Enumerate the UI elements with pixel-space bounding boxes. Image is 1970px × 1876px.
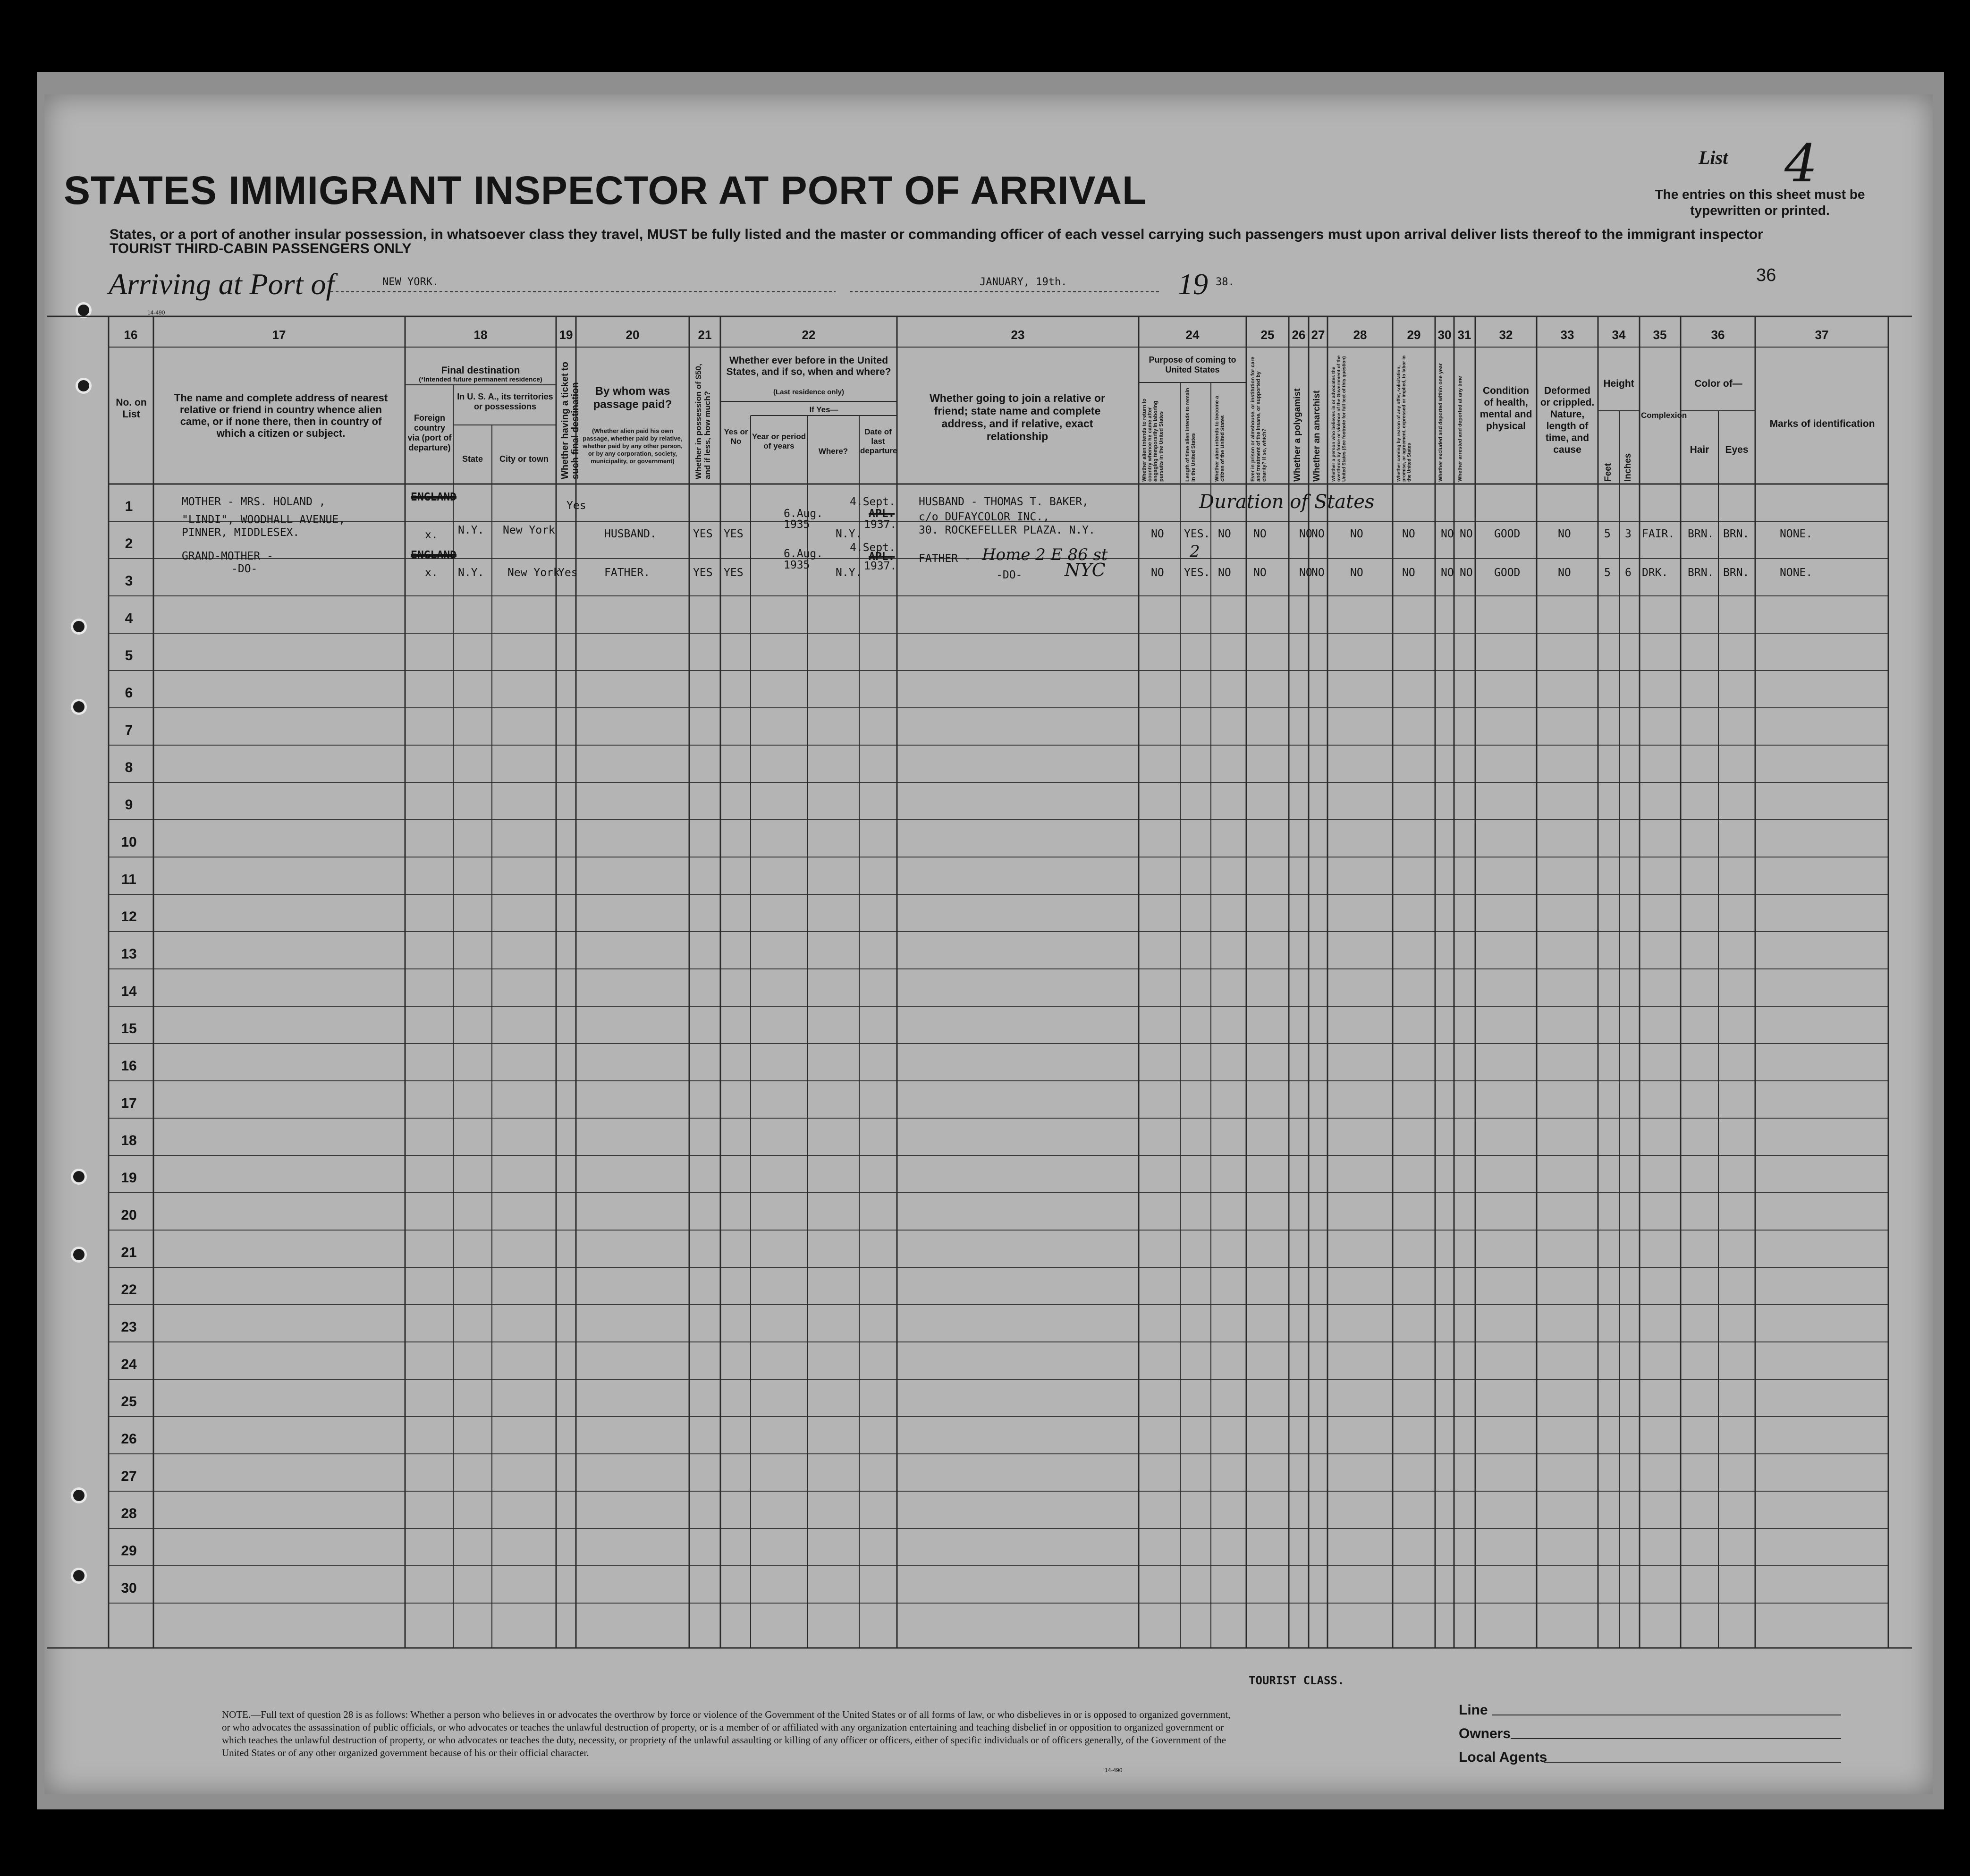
row2-departure-mid: APL. bbox=[869, 551, 895, 563]
row1-advocate: NO bbox=[1350, 528, 1363, 540]
row1-anarchist: NO bbox=[1311, 528, 1325, 540]
header-inches: Inches bbox=[1623, 453, 1633, 482]
header-passage-paid: By whom was passage paid? bbox=[593, 385, 672, 411]
row1-arrested: NO bbox=[1460, 528, 1473, 540]
header-relative-address: The name and complete address of nearest relative or friend in country whence alien came, or if none there, then in country of which a citizen or subject. bbox=[174, 392, 388, 439]
page-number: 36 bbox=[1756, 265, 1776, 285]
row1-prison: NO bbox=[1253, 528, 1267, 540]
row2-ticket: Yes bbox=[558, 567, 578, 579]
row1-purpose-return: NO bbox=[1151, 528, 1164, 540]
row2-hair: BRN. bbox=[1688, 567, 1714, 579]
header-fifty-dollars: Whether in possession of $50, and if less, how much? bbox=[694, 364, 712, 479]
row2-join-line1: FATHER - bbox=[919, 552, 971, 565]
row2-complexion: DRK. bbox=[1642, 567, 1668, 579]
row1-marks: NONE. bbox=[1780, 528, 1813, 540]
row-number: 7 bbox=[125, 722, 133, 738]
header-height: Height bbox=[1603, 378, 1634, 389]
row1-purpose-citizen-mark: YES. bbox=[1184, 528, 1210, 540]
row1-join-line3: 30. ROCKEFELLER PLAZA. N.Y. bbox=[919, 524, 1095, 536]
header-ever-before-sub: (Last residence only) bbox=[773, 388, 845, 396]
row1-inches: 3 bbox=[1625, 528, 1632, 540]
header-hair: Hair bbox=[1690, 444, 1709, 455]
row-number: 3 bbox=[125, 573, 133, 589]
header-city: City or town bbox=[499, 454, 549, 464]
row2-purpose-return: NO bbox=[1151, 567, 1164, 579]
header-class: TOURIST THIRD-CABIN PASSENGERS ONLY bbox=[110, 241, 412, 256]
date-value: JANUARY, 19th. bbox=[980, 276, 1067, 288]
header-arrested: Whether arrested and deported at any time bbox=[1457, 376, 1463, 482]
header-going-to-join: Whether going to join a relative or friend; state name and complete address, and if relative, exact relationship bbox=[930, 392, 1105, 442]
row2-advocate: NO bbox=[1350, 567, 1363, 579]
row2-marks: NONE. bbox=[1780, 567, 1813, 579]
row1-excluded: NO bbox=[1441, 528, 1454, 540]
row1-ticket: Yes bbox=[566, 500, 586, 512]
column-number-20: 20 bbox=[626, 328, 640, 342]
header-health: Condition of health, mental and physical bbox=[1480, 385, 1532, 432]
row1-complexion: FAIR. bbox=[1642, 528, 1675, 540]
row1-departure-mid: APL. bbox=[869, 508, 895, 520]
row2-state: N.Y. bbox=[458, 567, 484, 579]
row2-before: YES bbox=[724, 567, 744, 579]
row1-period-top: 6.Aug. bbox=[784, 508, 823, 520]
header-advocate: Whether a person who believes in or advocates the overthrow by force or violence of the Government of the United States (See footnote for full text of this question) bbox=[1331, 355, 1347, 482]
row2-offer: NO bbox=[1402, 567, 1415, 579]
row-number: 12 bbox=[121, 909, 137, 925]
row2-arrested: NO bbox=[1460, 567, 1473, 579]
row1-foreign: x. bbox=[425, 529, 438, 541]
row2-fifty: YES bbox=[693, 567, 713, 579]
row2-purpose-length-handwritten: 2 bbox=[1190, 542, 1200, 561]
header-complexion: Complexion bbox=[1641, 411, 1687, 420]
row-number: 26 bbox=[121, 1431, 137, 1447]
row-number: 5 bbox=[125, 648, 133, 663]
row-number: 25 bbox=[121, 1394, 137, 1409]
header-marks: Marks of identification bbox=[1769, 418, 1875, 429]
header-final-destination-sub: (*Intended future permanent residence) bbox=[419, 375, 542, 383]
row1-feet: 5 bbox=[1604, 528, 1611, 540]
row-number: 29 bbox=[121, 1543, 137, 1559]
column-number-36: 36 bbox=[1711, 328, 1725, 342]
column-number-29: 29 bbox=[1407, 328, 1421, 342]
column-number-26: 26 bbox=[1292, 328, 1306, 342]
column-number-35: 35 bbox=[1653, 328, 1667, 342]
row-number: 6 bbox=[125, 685, 133, 701]
row1-relative-line3: PINNER, MIDDLESEX. bbox=[182, 526, 300, 539]
header-where: Where? bbox=[818, 447, 848, 456]
row-number: 8 bbox=[125, 760, 133, 775]
header-no-on-list: No. on List bbox=[116, 397, 147, 420]
local-agents-label: Local Agents bbox=[1459, 1749, 1547, 1765]
row2-anarchist: NO bbox=[1311, 567, 1325, 579]
row2-relative-line1: GRAND-MOTHER - bbox=[182, 550, 273, 562]
header-ticket: Whether having a ticket to such final destination bbox=[560, 362, 581, 479]
footer-form-code: 14-490 bbox=[1105, 1767, 1123, 1774]
column-number-33: 33 bbox=[1560, 328, 1574, 342]
header-excluded: Whether excluded and deported within one year bbox=[1438, 363, 1444, 482]
row-number: 10 bbox=[121, 834, 137, 850]
row2-paid-by: FATHER. bbox=[604, 567, 650, 579]
row2-deformed: NO bbox=[1558, 567, 1571, 579]
row2-foreign: x. bbox=[425, 567, 438, 579]
row-number: 2 bbox=[125, 536, 133, 552]
row-number: 22 bbox=[121, 1282, 137, 1298]
column-number-25: 25 bbox=[1260, 328, 1275, 342]
row1-foreign-struck: ENGLAND bbox=[411, 491, 457, 503]
row-number: 11 bbox=[121, 872, 136, 887]
row1-state: N.Y. bbox=[458, 524, 484, 536]
column-number-19: 19 bbox=[559, 328, 573, 342]
row-number: 17 bbox=[121, 1095, 137, 1111]
header-date-departure: Date of last departure bbox=[860, 427, 897, 455]
row1-health: GOOD bbox=[1494, 528, 1521, 540]
column-number-30: 30 bbox=[1437, 328, 1452, 342]
header-foreign-country: Foreign country via (port of departure) bbox=[407, 413, 452, 452]
row1-period-bottom: 1935 bbox=[784, 518, 810, 531]
row1-before: YES bbox=[724, 528, 744, 540]
row1-hair: BRN. bbox=[1688, 528, 1714, 540]
row-number: 19 bbox=[121, 1170, 137, 1186]
row2-eyes: BRN. bbox=[1723, 567, 1750, 579]
row-number: 16 bbox=[121, 1058, 137, 1074]
column-number-31: 31 bbox=[1457, 328, 1471, 342]
header-deformed: Deformed or crippled. Nature, length of time, and cause bbox=[1540, 385, 1595, 455]
header-in-usa: In U. S. A., its territories or possessions bbox=[457, 392, 553, 411]
tourist-class-label: TOURIST CLASS. bbox=[1249, 1674, 1344, 1687]
header-passage-paid-sub: (Whether alien paid his own passage, whether paid by relative, whether paid by any other person, or by any corporation, society, municipality, or government) bbox=[583, 427, 683, 465]
row2-city: New York bbox=[507, 567, 560, 579]
column-number-32: 32 bbox=[1499, 328, 1513, 342]
row1-purpose-citizen: NO bbox=[1218, 528, 1231, 540]
header-purpose-length: Length of time alien intends to remain in the United States bbox=[1185, 388, 1196, 482]
header-year-period: Year or period of years bbox=[752, 432, 806, 450]
row2-purpose-citizen: NO bbox=[1218, 567, 1231, 579]
row1-city: New York bbox=[503, 524, 555, 536]
row2-excluded: NO bbox=[1441, 567, 1454, 579]
row2-period-top: 6.Aug. bbox=[784, 548, 823, 560]
row2-join-handwritten: Home 2 E 86 st bbox=[982, 545, 1108, 564]
year-suffix: 38. bbox=[1216, 276, 1234, 288]
row2-period-bottom: 1935 bbox=[784, 559, 810, 571]
row2-join-handwritten-city: NYC bbox=[1065, 560, 1106, 580]
row-number: 15 bbox=[121, 1021, 137, 1036]
row2-prison: NO bbox=[1253, 567, 1267, 579]
row2-feet: 5 bbox=[1604, 567, 1611, 579]
row1-purpose-length-handwritten: Duration of States bbox=[1199, 491, 1375, 513]
row2-departure-bottom: 1937. bbox=[864, 560, 897, 572]
row1-relative-line2: "LINDI", WOODHALL AVENUE, bbox=[182, 514, 346, 526]
header-eyes: Eyes bbox=[1725, 444, 1749, 455]
header-prison: Ever in prison or almshouse, or institution for care and treatment of the insane, or supported by charity? If so, which? bbox=[1250, 357, 1267, 482]
list-label: List bbox=[1699, 147, 1728, 168]
row1-offer: NO bbox=[1402, 528, 1415, 540]
page-title: STATES IMMIGRANT INSPECTOR AT PORT OF ARRIVAL bbox=[64, 168, 1147, 212]
header-color-of: Color of— bbox=[1694, 378, 1742, 389]
row1-where: N.Y. bbox=[836, 528, 862, 540]
row-number: 24 bbox=[121, 1357, 137, 1372]
row2-health: GOOD bbox=[1494, 567, 1521, 579]
row1-join-line2: c/o DUFAYCOLOR INC., bbox=[919, 511, 1049, 523]
row1-polygamist: NO bbox=[1299, 528, 1312, 540]
column-number-18: 18 bbox=[473, 328, 488, 342]
row1-departure-top: 4.Sept. bbox=[850, 496, 896, 508]
row-number: 13 bbox=[121, 946, 137, 962]
header-state: State bbox=[462, 454, 483, 464]
column-number-27: 27 bbox=[1311, 328, 1325, 342]
row-number: 18 bbox=[121, 1133, 137, 1148]
column-number-34: 34 bbox=[1612, 328, 1626, 342]
column-number-16: 16 bbox=[124, 328, 138, 342]
header-ever-before: Whether ever before in the United States, and if so, when and where? bbox=[726, 355, 891, 377]
row1-fifty: YES bbox=[693, 528, 713, 540]
column-number-28: 28 bbox=[1353, 328, 1367, 342]
column-number-24: 24 bbox=[1185, 328, 1200, 342]
row1-relative-line1: MOTHER - MRS. HOLAND , bbox=[182, 496, 326, 508]
row-number: 14 bbox=[121, 984, 137, 999]
header-anarchist: Whether an anarchist bbox=[1312, 390, 1322, 482]
header-feet: Feet bbox=[1603, 463, 1613, 482]
row-number: 30 bbox=[121, 1580, 137, 1596]
header-purpose: Purpose of coming to United States bbox=[1149, 355, 1236, 374]
header-offer: Whether coming by reason of any offer, solicitation, promise, or agreement, expressed or implied, to labor in the United States bbox=[1396, 355, 1412, 482]
footer-note: NOTE.—Full text of question 28 is as follows: Whether a person who believes in or advocates the overthrow by force or violence of the Government of the United States or of all forms of law, or who disbelieves in or is opposed to organized government, or who advocates the assassination of public officials, or who advocates or teaches the unlawful destruction of property, or is a member of or affiliated with any organization entertaining and teaching disbelief in or opposition to organized government or which teaches the unlawful destruction of property, or who advocates or teaches the duty, necessity, or propriety of the unlawful assaulting or killing of any officer or officers, either of specific individuals or of officers generally, of the Government of the United States or of any other organized government because of his or their official character. bbox=[222, 1709, 1231, 1758]
row2-where: N.Y. bbox=[836, 567, 862, 579]
row-number: 1 bbox=[125, 499, 133, 514]
row1-deformed: NO bbox=[1558, 528, 1571, 540]
row-number: 27 bbox=[121, 1469, 137, 1484]
header-yes-or-no: Yes or No bbox=[724, 427, 748, 446]
list-note: The entries on this sheet must be typewritten or printed. bbox=[1655, 187, 1865, 218]
header-if-yes: If Yes— bbox=[809, 405, 838, 414]
line-label: Line bbox=[1459, 1702, 1488, 1718]
column-number-21: 21 bbox=[698, 328, 712, 342]
row1-join-line1: HUSBAND - THOMAS T. BAKER, bbox=[919, 496, 1089, 508]
row1-departure-bottom: 1937. bbox=[864, 518, 897, 531]
row2-departure-top: 4.Sept. bbox=[850, 542, 896, 554]
row1-eyes: BRN. bbox=[1723, 528, 1750, 540]
column-number-17: 17 bbox=[272, 328, 286, 342]
header-purpose-return: Whether alien intends to return to country whence he came after engaging temporarily in laboring pursuits in the United States bbox=[1141, 398, 1164, 482]
year-prefix: 19 bbox=[1178, 267, 1208, 301]
header-final-destination: Final destination bbox=[441, 365, 520, 376]
row2-polygamist: NO bbox=[1299, 567, 1312, 579]
row-number: 23 bbox=[121, 1319, 137, 1335]
column-number-22: 22 bbox=[802, 328, 816, 342]
port-value: NEW YORK. bbox=[382, 276, 439, 288]
row2-relative-line2: -DO- bbox=[231, 563, 258, 575]
list-number: 4 bbox=[1784, 133, 1818, 194]
row-number: 21 bbox=[121, 1245, 137, 1260]
row1-paid-by: HUSBAND. bbox=[604, 528, 657, 540]
row-number: 28 bbox=[121, 1506, 137, 1521]
row2-foreign-struck: ENGLAND bbox=[411, 549, 457, 561]
header-polygamist: Whether a polygamist bbox=[1293, 388, 1302, 482]
header-instructions: States, or a port of another insular possession, in whatsoever class they travel, MUST be fully listed and the master or commanding officer of each vessel carrying such passengers must upon arrival deliver lists thereof to the immigrant inspector bbox=[110, 227, 1763, 242]
row-number: 4 bbox=[125, 611, 133, 626]
column-number-37: 37 bbox=[1815, 328, 1829, 342]
form-code-top: 14-490 bbox=[147, 309, 165, 316]
owners-label: Owners bbox=[1459, 1726, 1511, 1741]
row2-join-line2: -DO- bbox=[996, 569, 1023, 581]
header-purpose-citizen: Whether alien intends to become a citizen of the United States bbox=[1214, 396, 1226, 482]
row-number: 20 bbox=[121, 1207, 137, 1223]
row-number: 9 bbox=[125, 797, 133, 813]
row2-inches: 6 bbox=[1625, 567, 1632, 579]
row2-purpose-citizen-mark: YES. bbox=[1184, 567, 1210, 579]
arriving-label: Arriving at Port of bbox=[109, 267, 335, 301]
column-number-23: 23 bbox=[1011, 328, 1025, 342]
